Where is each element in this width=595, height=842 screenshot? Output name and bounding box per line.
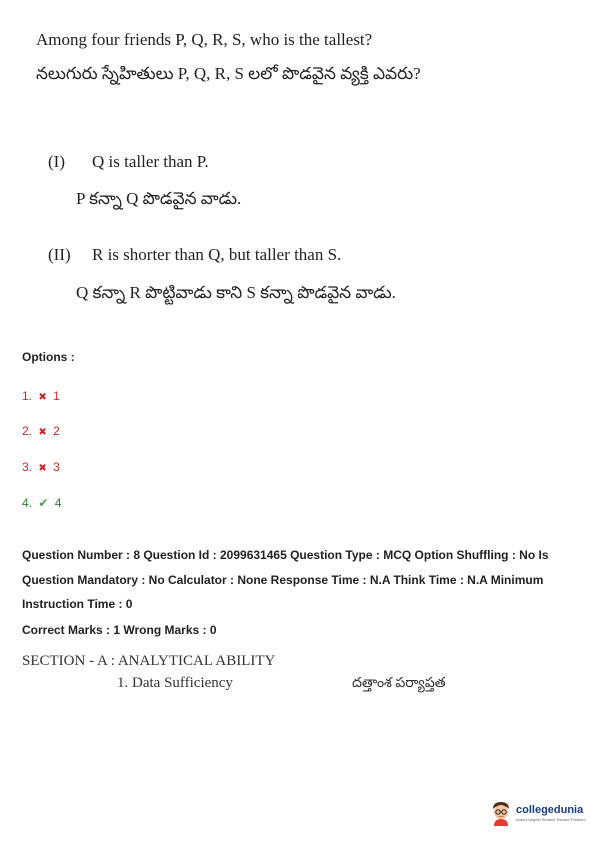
option-value: 4 [54, 496, 62, 510]
statement-2-number: (II) [48, 245, 71, 264]
option-1 [22, 389, 60, 403]
options-title: Options : [22, 350, 75, 364]
option-2 [22, 424, 60, 438]
student-avatar-icon [490, 800, 512, 826]
option-value: 3 [53, 460, 60, 474]
question-english: Among four friends P, Q, R, S, who is the tallest? [36, 30, 373, 49]
option-4 [22, 496, 61, 510]
option-value: 2 [53, 424, 60, 438]
option-number: 3. [22, 460, 33, 474]
cross-icon: ✖ [38, 463, 47, 474]
option-number: 4. [22, 496, 33, 510]
option-number: 2. [22, 424, 33, 438]
brand-name: collegedunia [516, 803, 584, 816]
question-meta-line-2: Question Mandatory : No Calculator : None Response Time : N.A Think Time : N.A Minimum [22, 573, 544, 587]
statement-2-english: R is shorter than Q, but taller than S. [92, 245, 342, 264]
question-telugu: నలుగురు స్నేహితులు P, Q, R, S లలో పొడవైన వ్యక్తి ఎవరు? [36, 64, 421, 83]
marks-line: Correct Marks : 1 Wrong Marks : 0 [22, 623, 217, 637]
statement-2-telugu: Q కన్నా R పొట్టివాడు కాని S కన్నా పొడవైన వాడు. [76, 283, 396, 302]
section-title: SECTION - A : ANALYTICAL ABILITY [22, 653, 276, 669]
cross-icon: ✖ [38, 392, 47, 403]
check-icon: ✔ [38, 496, 49, 510]
collegedunia-logo [490, 800, 586, 826]
option-number: 1. [22, 389, 33, 403]
option-3 [22, 460, 60, 474]
statement-1-telugu: P కన్నా Q పొడవైన వాడు. [76, 189, 242, 208]
question-meta-line-1: Question Number : 8 Question Id : 2099631465 Question Type : MCQ Option Shuffling : No Is [22, 548, 549, 562]
question-meta-line-3: Instruction Time : 0 [22, 597, 133, 611]
statement-1-english: Q is taller than P. [92, 152, 209, 171]
cross-icon: ✖ [38, 427, 47, 438]
option-value: 1 [53, 389, 60, 403]
brand-tagline: India's largest Student Review Platform [516, 816, 586, 822]
subsection-title-telugu: దత్తాంశ పర్యాప్తత [352, 676, 446, 691]
subsection-title: 1. Data Sufficiency [117, 675, 233, 691]
statement-1-number: (I) [48, 152, 65, 171]
